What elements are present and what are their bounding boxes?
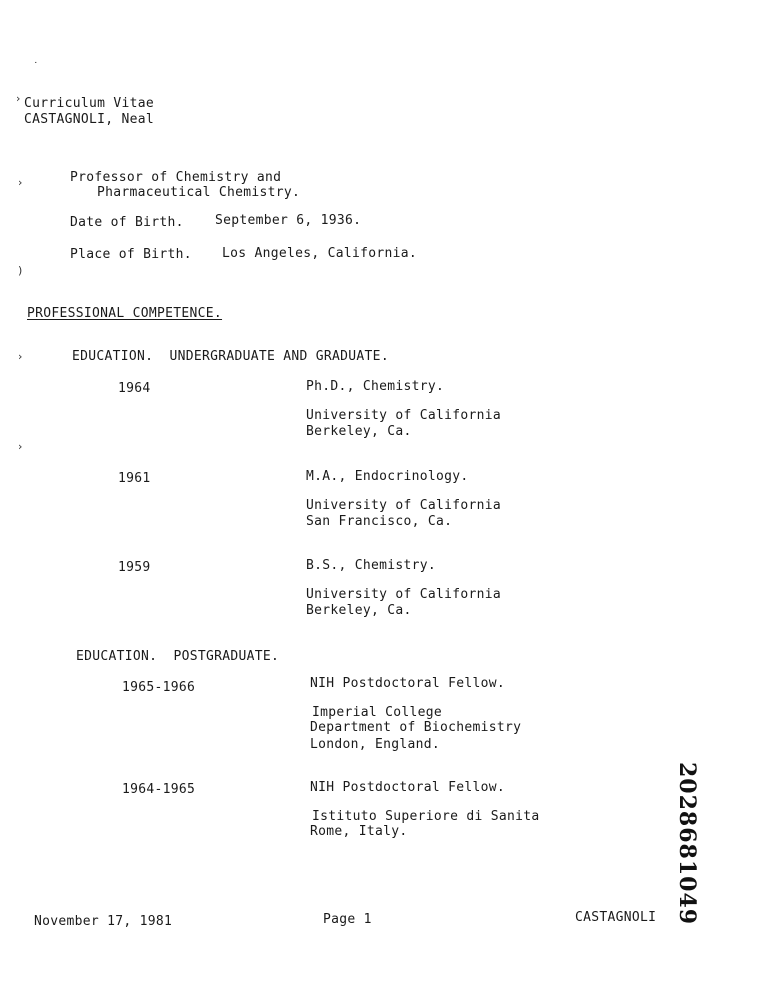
- scan-mark: ›: [18, 350, 23, 363]
- pg-line: London, England.: [310, 737, 441, 752]
- edu-institution: University of California: [306, 408, 502, 423]
- education-ug-heading: EDUCATION. UNDERGRADUATE AND GRADUATE.: [72, 349, 389, 364]
- scan-mark: ›: [18, 176, 23, 189]
- pob-label: Place of Birth.: [70, 247, 192, 262]
- cv-title: Curriculum Vitae: [24, 96, 155, 111]
- scan-mark: ›: [18, 440, 23, 453]
- education-pg-heading: EDUCATION. POSTGRADUATE.: [76, 649, 280, 664]
- document-id-stamp: 2028681049: [674, 762, 700, 926]
- edu-degree: Ph.D., Chemistry.: [306, 379, 445, 394]
- edu-location: Berkeley, Ca.: [306, 424, 412, 439]
- pg-line: Imperial College: [312, 705, 443, 720]
- edu-degree: B.S., Chemistry.: [306, 558, 437, 573]
- edu-year: 1961: [118, 471, 151, 486]
- dob-value: September 6, 1936.: [215, 213, 362, 228]
- scan-mark: ˙: [33, 60, 39, 73]
- competence-heading: PROFESSIONAL COMPETENCE.: [27, 306, 223, 321]
- pg-line: Rome, Italy.: [310, 824, 408, 839]
- edu-degree: M.A., Endocrinology.: [306, 469, 469, 484]
- edu-location: Berkeley, Ca.: [306, 603, 412, 618]
- footer-name: CASTAGNOLI: [575, 910, 657, 925]
- dob-label: Date of Birth.: [70, 215, 184, 230]
- cv-name: CASTAGNOLI, Neal: [24, 112, 155, 127]
- pg-line: Department of Biochemistry: [310, 720, 522, 735]
- edu-year: 1959: [118, 560, 151, 575]
- position-line-1: Professor of Chemistry and: [70, 170, 282, 185]
- pg-year: 1965-1966: [122, 680, 196, 695]
- scan-mark: ›: [16, 92, 21, 105]
- edu-institution: University of California: [306, 587, 502, 602]
- pg-position: NIH Postdoctoral Fellow.: [310, 676, 506, 691]
- pg-year: 1964-1965: [122, 782, 196, 797]
- footer-page-number: Page 1: [323, 912, 372, 927]
- edu-institution: University of California: [306, 498, 502, 513]
- pg-line: Istituto Superiore di Sanita: [312, 809, 540, 824]
- footer-date: November 17, 1981: [34, 914, 173, 929]
- pg-position: NIH Postdoctoral Fellow.: [310, 780, 506, 795]
- edu-location: San Francisco, Ca.: [306, 514, 453, 529]
- position-line-2: Pharmaceutical Chemistry.: [97, 185, 301, 200]
- pob-value: Los Angeles, California.: [222, 246, 418, 261]
- scan-mark: ): [18, 264, 23, 277]
- edu-year: 1964: [118, 381, 151, 396]
